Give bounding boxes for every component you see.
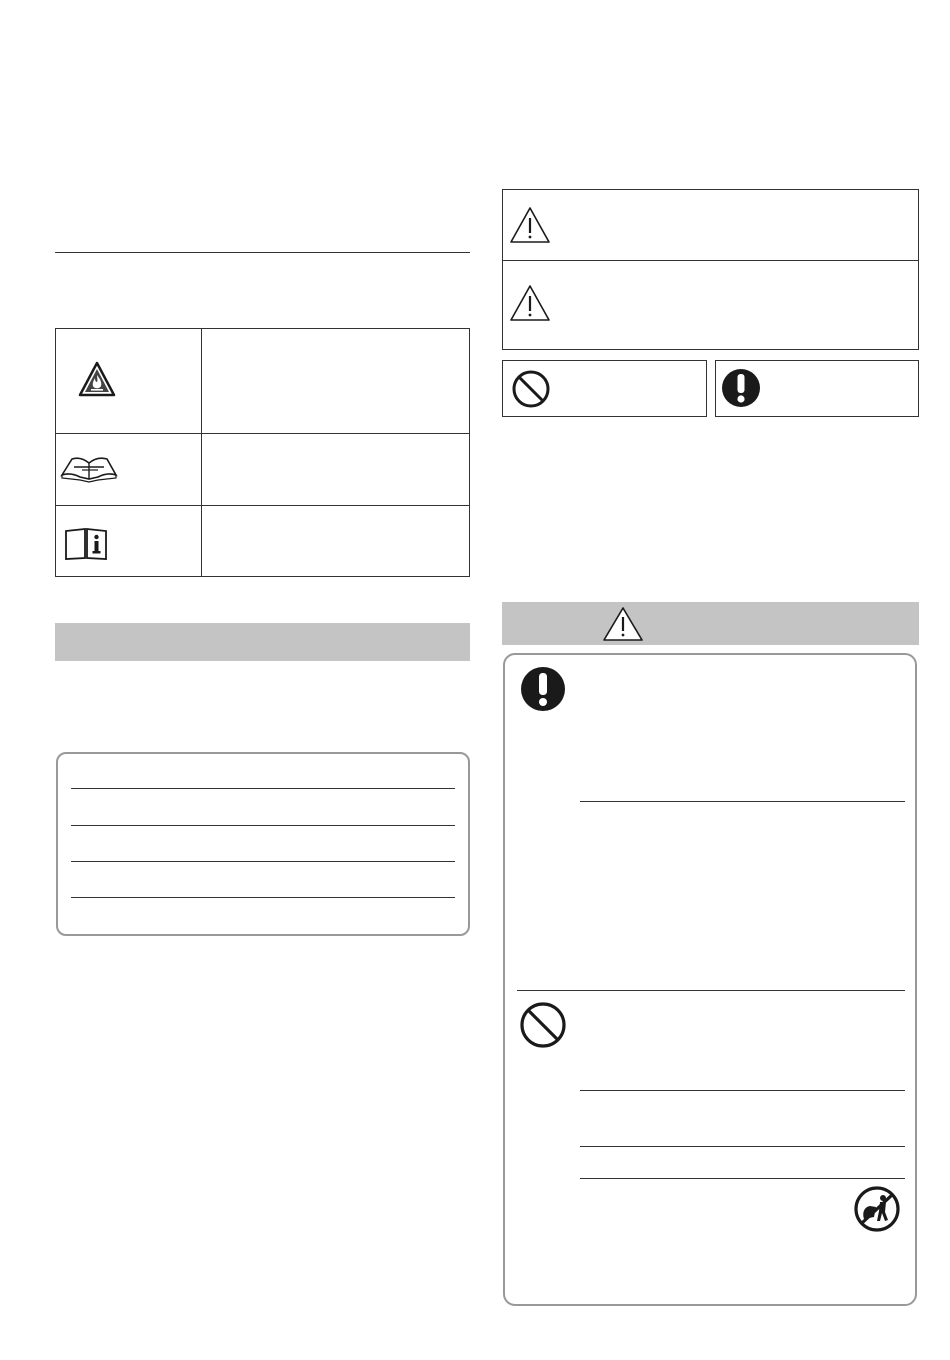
section-header-bar [55, 623, 470, 661]
note-line [71, 788, 455, 789]
table-row-divider [56, 505, 469, 506]
flammable-warning-icon [78, 361, 116, 397]
table-row-divider [503, 260, 918, 261]
text-divider [580, 1178, 905, 1179]
operation-manual-icon [60, 453, 118, 483]
note-line [71, 861, 455, 862]
prohibition-icon [511, 369, 551, 409]
table-column-divider [201, 329, 202, 576]
note-line [71, 897, 455, 898]
section-divider [55, 252, 470, 253]
warning-caution-box [502, 189, 919, 350]
mandatory-icon [519, 665, 567, 713]
text-divider [580, 1090, 905, 1091]
warning-section-header [502, 602, 919, 645]
warning-triangle-icon [509, 206, 551, 244]
section-divider [517, 990, 905, 991]
warning-triangle-icon [602, 606, 644, 642]
text-divider [580, 801, 905, 802]
symbol-table [55, 328, 470, 577]
text-divider [580, 1146, 905, 1147]
table-row-divider [56, 433, 469, 434]
legend-prohibition [502, 360, 707, 417]
prohibition-icon [519, 1001, 567, 1049]
note-line [71, 825, 455, 826]
caution-triangle-icon [509, 284, 551, 322]
notes-box [56, 752, 470, 936]
mandatory-icon [720, 367, 762, 409]
legend-mandatory [715, 360, 919, 417]
warning-section-box [503, 653, 917, 1306]
do-not-climb-icon [852, 1185, 902, 1233]
information-manual-icon [64, 527, 108, 561]
